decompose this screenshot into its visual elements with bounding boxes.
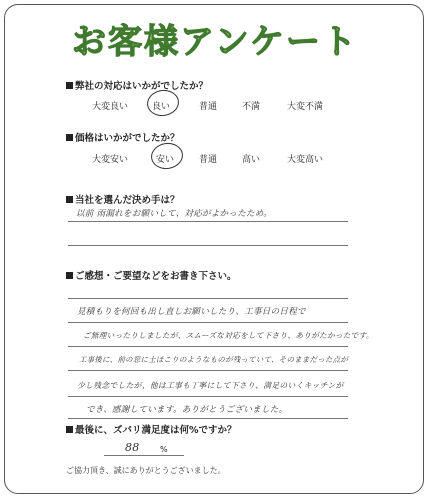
option-service-unsatisfied: 不満 — [242, 102, 261, 112]
answer-line — [68, 346, 348, 347]
answer-line — [68, 298, 348, 299]
bullet-square-icon — [66, 426, 73, 433]
answer-deciding-factor: 以前 雨漏れをお願いして、対応がよかったため。 — [76, 209, 273, 219]
answer-line — [68, 322, 348, 323]
answer-line — [68, 245, 348, 246]
question-satisfaction-label: 最後に、ズバリ満足度は何%ですか？ — [75, 425, 237, 436]
option-price-very-cheap: 大変安い — [92, 155, 129, 165]
question-deciding-factor-label: 当社を選んだ決め手は？ — [75, 195, 180, 206]
bullet-square-icon — [66, 134, 73, 141]
footer-thanks: ご協力頂き、誠にありがとうございました。 — [66, 466, 226, 475]
survey-title: お客様アンケート — [72, 22, 358, 62]
comment-line-2: ご無理いったりしましたが、スムーズな対応をして下さり、ありがたかったです。 — [83, 331, 374, 340]
satisfaction-line — [104, 455, 184, 456]
option-service-very-unsatisfied: 大変不満 — [287, 102, 324, 112]
bullet-square-icon — [66, 272, 73, 279]
question-deciding-factor — [66, 192, 180, 206]
answer-line — [68, 221, 348, 222]
question-comments — [66, 268, 237, 282]
option-price-very-expensive: 大変高い — [287, 155, 324, 165]
option-price-normal: 普通 — [199, 155, 218, 165]
bullet-square-icon — [66, 82, 73, 89]
question-satisfaction — [66, 422, 237, 436]
comment-line-3: 工事後に、前の窓に土ほこりのようなものが残っていて、そのままだった点が — [79, 355, 349, 364]
comment-line-1: 見積もりを何回も出し直しお願いしたり、工事日の日程で — [77, 307, 306, 317]
bullet-square-icon — [66, 196, 73, 203]
satisfaction-unit: % — [160, 445, 168, 454]
question-price — [66, 130, 180, 144]
answer-line — [68, 370, 348, 371]
option-service-very-good: 大変良い — [92, 102, 129, 112]
satisfaction-value: 88 — [125, 441, 140, 454]
option-price-cheap: 安い — [156, 155, 175, 165]
question-service — [66, 78, 208, 92]
answer-line — [68, 396, 348, 397]
comment-line-5: でき、感謝しています。ありがとうございました。 — [86, 405, 288, 415]
question-service-label: 弊社の対応はいかがでしたか？ — [75, 81, 209, 92]
option-service-good: 良い — [152, 102, 171, 112]
question-price-label: 価格はいかがでしたか？ — [75, 133, 180, 144]
option-service-normal: 普通 — [199, 102, 218, 112]
answer-line — [68, 418, 348, 419]
option-price-expensive: 高い — [242, 155, 261, 165]
comment-line-4: 少し残念でしたが、他は工事も丁寧にして下さり、満足のいくキッチンが — [77, 381, 344, 390]
question-comments-label: ご感想・ご要望などをお書き下さい。 — [75, 271, 237, 282]
